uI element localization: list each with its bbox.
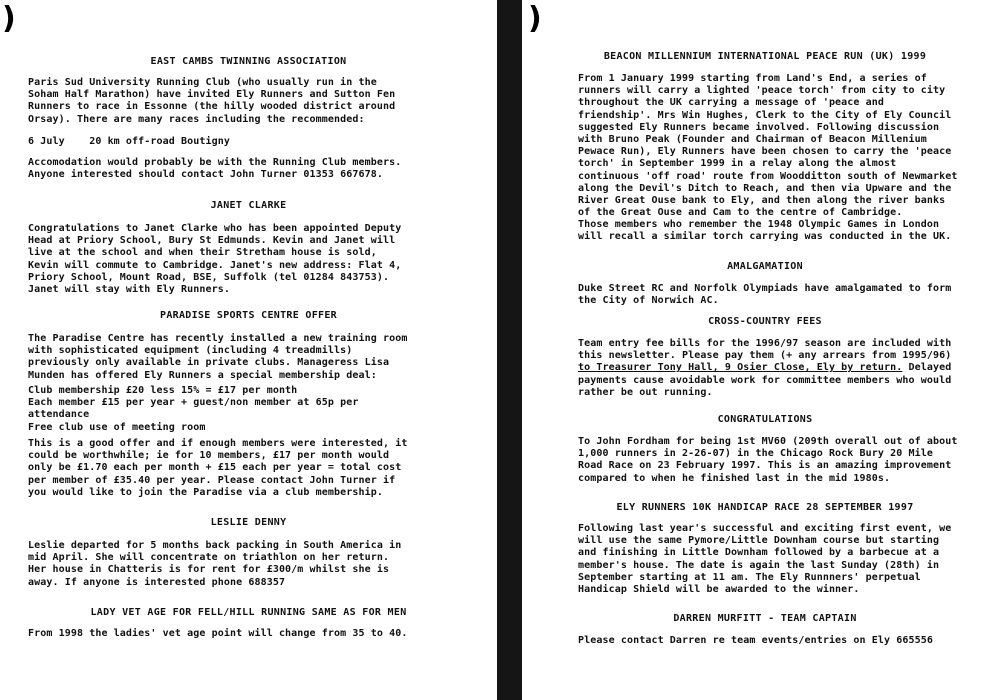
text-line: continuous 'off road' route from Woodditton south of Newmarket (578, 170, 958, 182)
text-line: Runners to race in Essonne (the hilly wooded district around (28, 101, 396, 113)
section-heading-paradise: PARADISE SPORTS CENTRE OFFER (160, 310, 337, 321)
text-line: Anyone interested should contact John Turner 01353 667678. (28, 169, 383, 181)
text-line: you would like to join the Paradise via a club membership. (28, 486, 383, 498)
beacon-olympic-note (578, 219, 951, 243)
text-line: September starting at 11 am. The Ely Runnners' perpetual (578, 571, 921, 583)
text-line: Paris Sud University Running Club (who usually run in the (28, 77, 377, 88)
amalgamation-paragraph (578, 283, 951, 307)
text-line: Soham Half Marathon) have invited Ely Runners and Sutton Fen (28, 89, 396, 101)
left-page (0, 0, 497, 700)
text-line: live at the school and when their Stretham house is sold, (28, 247, 377, 259)
binding-mark: ) (528, 1, 542, 36)
paradise-membership-deal (28, 385, 359, 434)
text-line: Leslie departed for 5 months back packing in South America in (28, 540, 402, 551)
text-line: The Paradise Centre has recently installed a new training room (28, 333, 408, 344)
text-line: This is a good offer and if enough members were interested, it (28, 438, 408, 449)
beacon-paragraph (578, 73, 957, 219)
handicap-race-paragraph (578, 523, 951, 596)
twinning-race-line (28, 136, 230, 148)
text-line: the City of Norwich AC. (578, 295, 719, 307)
text-line: 1,000 runners in 2-26-07) in the Chicago Rock Bury 20 Mile (578, 448, 933, 460)
section-heading-amalgamation: AMALGAMATION (727, 261, 803, 272)
text-line: Each member £15 per year + guest/non member at 65p per (28, 397, 359, 409)
text-line: Head at Priory School, Bury St Edmunds. Kevin and Janet will (28, 235, 396, 247)
cross-country-fees-paragraph (578, 338, 951, 399)
text-line: friendship'. Mrs Win Hughes, Clerk to the City of Ely Council (578, 109, 952, 121)
text-line: runners will carry a lighted 'peace torch' from city to city (578, 85, 946, 97)
leslie-denny-paragraph (28, 540, 401, 589)
text-line: Duke Street RC and Norfolk Olympiads have amalgamated to form (578, 283, 952, 294)
text-line: per member of £35.40 per year. Please contact John Turner if (28, 474, 396, 486)
text-line: Please contact Darren re team events/entries on Ely 665556 (578, 635, 933, 646)
right-page (522, 0, 1008, 700)
text-line: Kevin will commute to Cambridge. Janet's new address: Flat 4, (28, 259, 402, 271)
text-line: Orsay). There are many races including the recommended: (28, 113, 365, 125)
lady-vet-paragraph (28, 628, 407, 640)
text-line: Accomodation would probably be with the Running Club members. (28, 157, 402, 168)
section-heading-congratulations: CONGRATULATIONS (717, 414, 813, 425)
text-line: Road Race on 23 February 1997. This is an amazing improvement (578, 460, 952, 472)
section-heading-cross-country-fees: CROSS-COUNTRY FEES (708, 316, 822, 327)
section-heading-lady-vet: LADY VET AGE FOR FELL/HILL RUNNING SAME AS FOR MEN (90, 607, 407, 618)
fees-line: Delayed (902, 362, 952, 374)
text-line: torch' in September 1999 in a relay along the almost (578, 158, 897, 170)
janet-clarke-paragraph (28, 223, 401, 296)
binding-mark: ) (2, 1, 16, 36)
text-line: mid April. She will concentrate on triathlon on her return. (28, 552, 390, 564)
fees-line: this newsletter. Please pay them (+ any arrears from 1995/96) (578, 350, 952, 362)
text-line: Club membership £20 less 15% = £17 per month (28, 385, 298, 396)
text-line: Priory School, Mount Road, BSE, Suffolk (tel 01284 843753). (28, 271, 390, 283)
text-line: Her house in Chatteris is for rent for £300/m whilst she is (28, 564, 390, 576)
text-line: suggested Ely Runners became involved. Following discussion (578, 121, 940, 133)
fees-line: rather be out running. (578, 386, 713, 398)
paradise-intro (28, 333, 407, 382)
text-line: From 1 January 1999 starting from Land's End, a series of (578, 73, 927, 84)
text-line: member's house. The date is again the last Sunday (28th) in (578, 559, 940, 571)
text-line: Those members who remember the 1948 Olympic Games in London (578, 219, 940, 230)
section-heading-leslie-denny: LESLIE DENNY (210, 517, 287, 528)
twinning-paragraph (28, 77, 395, 126)
fees-line: Team entry fee bills for the 1996/97 season are included with (578, 338, 952, 349)
page-gutter (497, 0, 522, 700)
text-line: compared to when he finished last in the mid 1980s. (578, 472, 891, 484)
text-line: and finishing in Little Downham followed by a barbecue at a (578, 547, 940, 559)
team-captain-paragraph (578, 635, 933, 647)
congratulations-paragraph (578, 436, 957, 485)
text-line: From 1998 the ladies' vet age point will change from 35 to 40. (28, 628, 408, 639)
text-line: Following last year's successful and exciting first event, we (578, 523, 952, 534)
section-heading-beacon: BEACON MILLENNIUM INTERNATIONAL PEACE RUN (UK) 1999 (603, 51, 927, 62)
twinning-contact (28, 157, 401, 181)
text-line: Handicap Shield will be awarded to the winner. (578, 584, 860, 596)
text-line: previously only available in private clubs. Manageress Lisa (28, 357, 390, 369)
text-line: Free club use of meeting room (28, 421, 206, 433)
text-line: Pewace Run), Ely Runners have been chosen to carry the 'peace (578, 146, 952, 158)
text-line: could be worthwhile; ie for 10 members, £17 per month would (28, 450, 390, 462)
treasurer-address-underlined: to Treasurer Tony Hall, 9 Osier Close, Ely by return. (578, 362, 903, 374)
text-line: only be £1.70 each per month + £15 each per year = total cost (28, 462, 402, 474)
section-heading-handicap-race: ELY RUNNERS 10K HANDICAP RACE 28 SEPTEMBER 1997 (616, 502, 914, 513)
section-heading-twinning: EAST CAMBS TWINNING ASSOCIATION (150, 56, 347, 67)
fees-line: payments cause avoidable work for committee members who would (578, 374, 952, 386)
text-line: with Bruno Peak (Founder and Chairman of Beacon Millenium (578, 134, 927, 146)
text-line: throughout the UK carrying a message of 'peace and (578, 97, 885, 109)
text-line: away. If anyone is interested phone 688357 (28, 576, 286, 588)
text-line: Congratulations to Janet Clarke who has been appointed Deputy (28, 223, 402, 234)
text-line: along the Devil's Ditch to Reach, and then via Upware and the (578, 182, 952, 194)
text-line: 6 July 20 km off-road Boutigny (28, 136, 230, 147)
text-line: Janet will stay with Ely Runners. (28, 284, 230, 296)
text-line: will recall a similar torch carrying was conducted in the UK. (578, 231, 952, 243)
paradise-cost-paragraph (28, 438, 407, 499)
text-line: River Great Ouse bank to Ely, and then along the river banks (578, 195, 946, 207)
text-line: of the Great Ouse and Cam to the centre of Cambridge. (578, 207, 903, 219)
section-heading-janet-clarke: JANET CLARKE (210, 200, 287, 211)
text-line: will use the same Pymore/Little Downham course but starting (578, 535, 940, 547)
text-line: Munden has offered Ely Runners a special membership deal: (28, 369, 377, 381)
section-heading-team-captain: DARREN MURFITT - TEAM CAPTAIN (673, 613, 857, 624)
text-line: To John Fordham for being 1st MV60 (209th overall out of about (578, 436, 958, 447)
text-line: attendance (28, 409, 90, 421)
text-line: with sophisticated equipment (including 4 treadmills) (28, 345, 353, 357)
